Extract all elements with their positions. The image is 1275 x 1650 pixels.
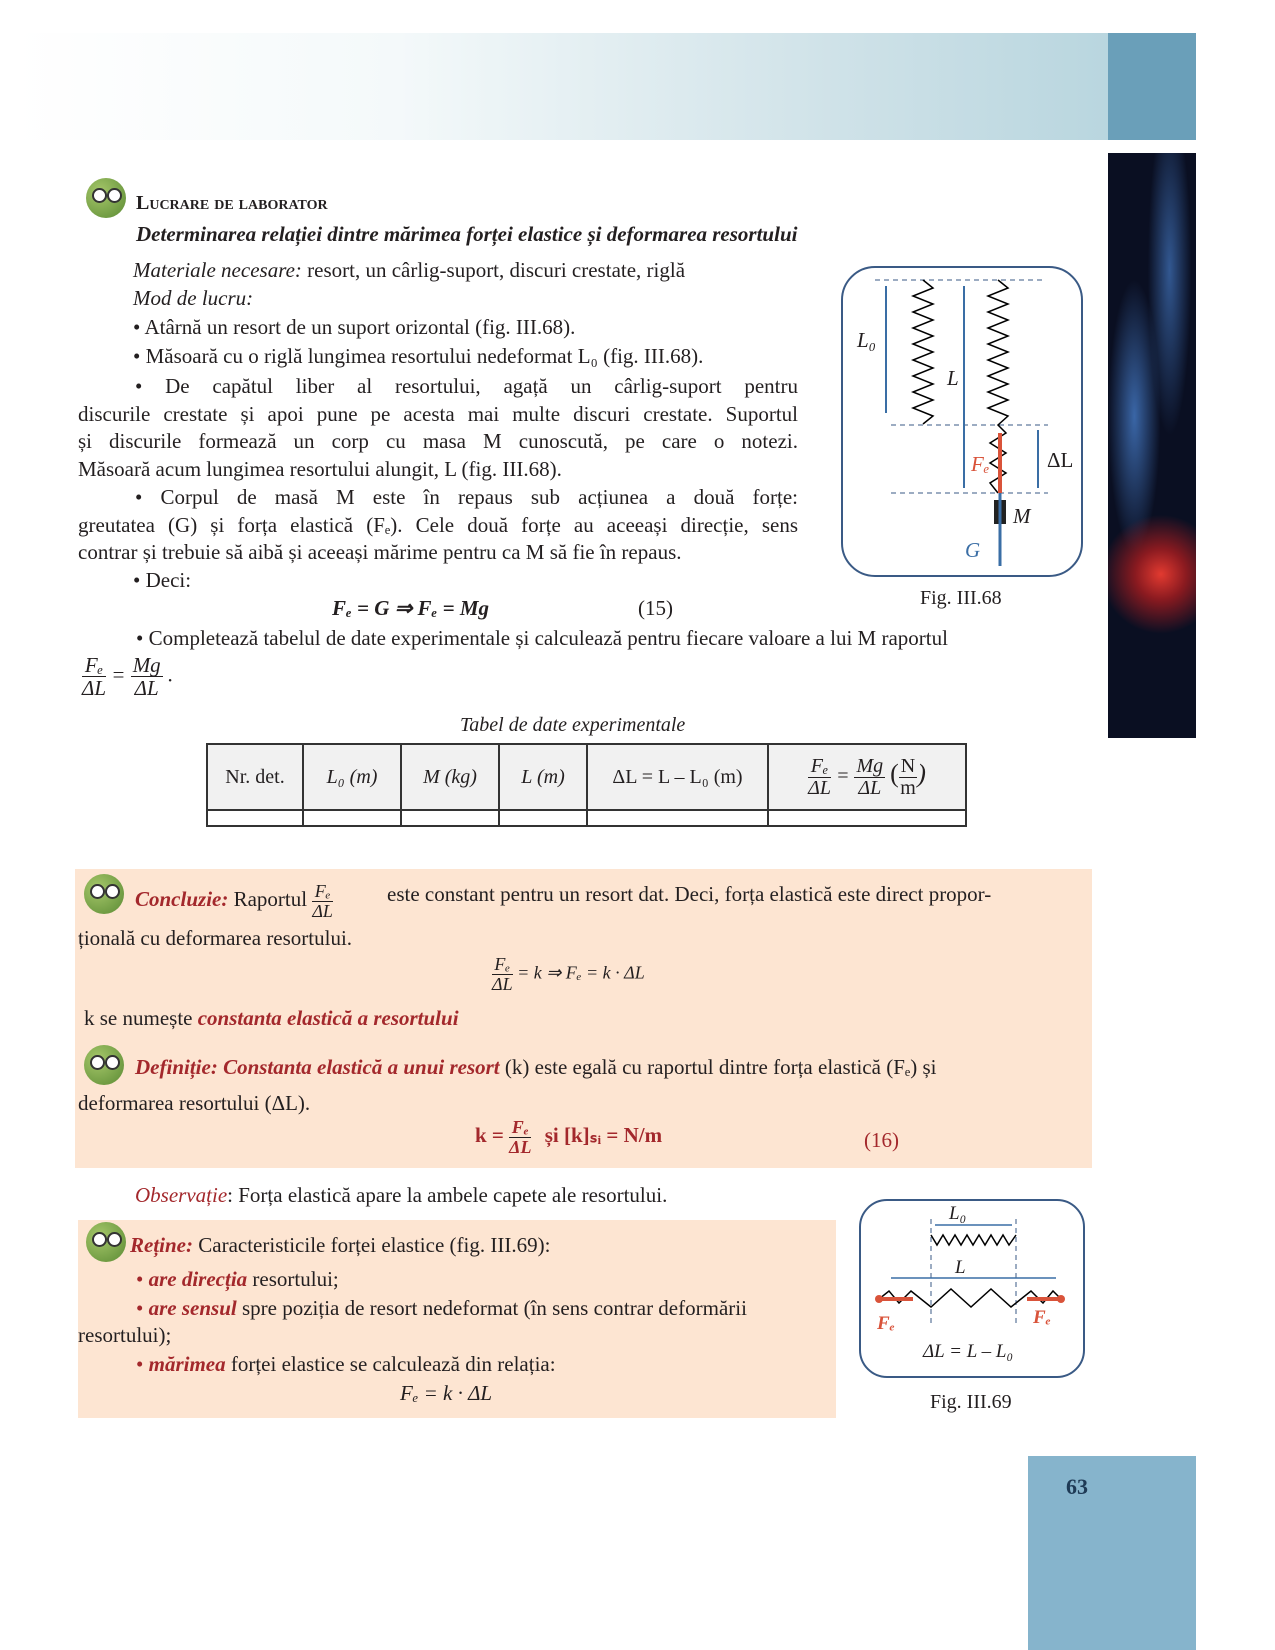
page-number: 63 [1066, 1474, 1088, 1499]
experiment-table [206, 743, 967, 827]
step-4: • Corpul de masă M este în repaus sub acțiunea a două forțe: greutatea (G) și forța elastică (Fₑ). Cele două forțe au aceeași direcție, sens contrar și trebuie să aibă și aceeași mărime pentru ca M să fie în repaus. [78, 485, 798, 564]
conclusion-equation: $\frac{\text{Fₑ}}{\Delta L}$ = k ⇒ Fₑ = k · ΔL [492, 954, 645, 994]
definition-line-2: deformarea resortului (ΔL). [78, 1091, 311, 1115]
fig69-Fe-left: Fₑ [877, 1313, 895, 1334]
fig68-L0: L₀ [857, 328, 876, 352]
table-row [207, 810, 966, 826]
header-L0: L₀ (m) [303, 744, 401, 810]
retine-title: Reține: Caracteristicile forței elastice (fig. III.69): [130, 1233, 551, 1257]
header-ratio: $\frac{\text{Fₑ}}{\Delta L}$ = $\frac{Mg}{\Delta L}$ ( $\frac{N}{m}$ ) [768, 744, 966, 810]
retine-bullet-2: • are sensul spre poziția de resort nedeformat (în sens contrar deformării [136, 1296, 747, 1320]
fig68-caption: Fig. III.68 [920, 587, 1002, 609]
header-nr: Nr. det. [207, 744, 303, 810]
fig68-G: G [965, 538, 981, 562]
fig68-L: L [947, 366, 959, 390]
owl-icon [84, 1045, 124, 1085]
lab-subtitle: Determinarea relației dintre mărimea forței elastice și deformarea resortului [136, 222, 798, 246]
figure-III-69 [859, 1199, 1085, 1378]
figure-III-68 [841, 266, 1083, 577]
observation: Observație: Forța elastică apare la ambele capete ale resortului. [135, 1183, 668, 1207]
table-header-row [207, 744, 966, 810]
conclusion-line-1b: este constant pentru un resort dat. Deci, forța elastică este direct propor- [387, 882, 992, 906]
header-accent [1108, 33, 1196, 140]
fig69-Fe-right: Fₑ [1033, 1307, 1051, 1328]
method-label: Mod de lucru: [133, 286, 254, 310]
equation-16: k = $\frac{\text{Fₑ}}{\Delta L}$ și [k]ₛᵢ = N/m [475, 1117, 663, 1157]
conclusion-line-2: țională cu deformarea resortului. [78, 926, 353, 950]
retine-bullet-1: • are direcția resortului; [136, 1267, 339, 1291]
header-M: M (kg) [401, 744, 499, 810]
owl-icon [86, 1222, 126, 1262]
page-number-box [1028, 1456, 1196, 1650]
fig68-M: M [1013, 504, 1031, 528]
fig68-Fe: Fₑ [971, 452, 990, 476]
owl-icon [86, 178, 126, 218]
header-L: L (m) [499, 744, 587, 810]
step-6: • Completează tabelul de date experimentale și calculează pentru fiecare valoare a lui M raportul [136, 626, 948, 650]
step-5: • Deci: [133, 568, 192, 592]
definition-line-1: Definiție: Constanta elastică a unui resort (k) este egală cu raportul dintre forța elastică (Fₑ) și [135, 1055, 937, 1079]
conclusion-line-1: Concluzie: Raportul $\frac{\text{Fₑ}}{\Delta L}$ [135, 881, 333, 921]
equation-15-number: (15) [638, 596, 673, 620]
retine-bullet-3: • mărimea forței elastice se calculează din relația: [136, 1352, 556, 1376]
fig69-L: L [955, 1257, 966, 1278]
fig69-caption: Fig. III.69 [930, 1391, 1012, 1413]
step-1: • Atârnă un resort de un suport orizontal (fig. III.68). [133, 315, 576, 339]
fig68-dL: ΔL [1047, 448, 1074, 472]
owl-icon [84, 874, 124, 914]
equation-16-number: (16) [864, 1128, 899, 1152]
equation-15: Fₑ = G ⇒ Fₑ = Mg [332, 596, 489, 620]
fig69-L0: L₀ [949, 1203, 967, 1224]
side-illustration [1108, 153, 1196, 738]
materials: Materiale necesare: resort, un cârlig-suport, discuri crestate, riglă [133, 258, 686, 282]
ratio: $\frac{\text{Fₑ}}{\Delta L}$ = $\frac{Mg}{\Delta L}$ . [82, 653, 174, 701]
header-dL: ΔL = L – L₀ (m) [587, 744, 768, 810]
retine-bullet-2b: resortului); [78, 1323, 172, 1347]
fig69-equation: ΔL = L – L₀ [923, 1341, 1014, 1362]
lab-title: Lucrare de laborator [136, 192, 328, 214]
step-2: • Măsoară cu o riglă lungimea resortului nedeformat L₀ (fig. III.68). [133, 344, 704, 368]
header-banner [15, 33, 1108, 140]
conclusion-line-3: k se numește constanta elastică a resortului [84, 1006, 459, 1030]
spring-diagram [843, 268, 1081, 575]
table-caption: Tabel de date experimentale [460, 714, 686, 736]
retine-equation: Fₑ = k · ΔL [400, 1381, 493, 1405]
step-3: • De capătul liber al resortului, agață un cârlig-suport pentru discurile crestate și apoi pune pe acesta mai multe discuri crestate. Suportul și discurile formează un corp cu masa M cunoscută, pe care o notezi. Măsoară acum lungimea resortului alungit, L (fig. III.68). [78, 374, 798, 481]
